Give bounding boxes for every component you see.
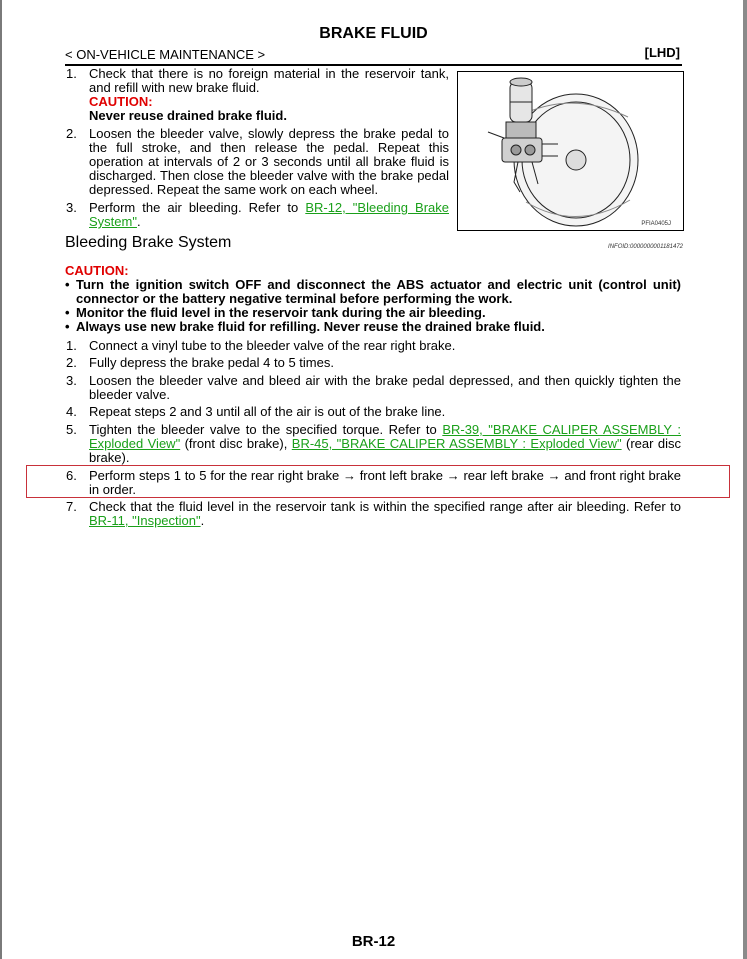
step-number: 4. <box>66 404 77 419</box>
caution-bullet: Monitor the fluid level in the reservoir tank during the air bleeding. <box>76 305 486 320</box>
link-br-39[interactable]: BR-39, "BRAKE CALIPER ASSEMBLY : Exploded View" <box>89 422 681 451</box>
caution-bullet: Turn the ignition switch OFF and disconnect the ABS actuator and electric unit (control unit) connector or the battery negative terminal before performing the work. <box>76 277 681 306</box>
step-number: 2. <box>66 126 77 141</box>
brake-booster-illustration-icon <box>458 72 683 230</box>
step-text: Perform the air bleeding. Refer to BR-12, "Bleeding Brake System". <box>89 200 449 229</box>
step-number: 1. <box>66 338 77 353</box>
link-bleeding-brake-system[interactable]: BR-12, "Bleeding Brake System" <box>89 200 449 229</box>
link-br-45[interactable]: BR-45, "BRAKE CALIPER ASSEMBLY : Exploded View" <box>291 436 622 451</box>
step-text: Repeat steps 2 and 3 until all of the air is out of the brake line. <box>89 404 446 419</box>
bullet-dot: • <box>65 319 70 334</box>
step-text: Check that the fluid level in the reservoir tank is within the specified range after air bleeding. Refer to BR-11, "Inspection". <box>89 499 681 528</box>
step-text-highlighted: Perform steps 1 to 5 for the rear right brake → front left brake → rear left brake → and front right brake in order. <box>89 468 681 497</box>
section-heading: Bleeding Brake System <box>65 234 232 251</box>
step-number: 5. <box>66 422 77 437</box>
brake-booster-figure <box>457 71 684 231</box>
bullet-dot: • <box>65 305 70 320</box>
step-text: Connect a vinyl tube to the bleeder valve of the rear right brake. <box>89 338 456 353</box>
caution-label: CAUTION: <box>65 263 129 278</box>
step-text: Tighten the bleeder valve to the specified torque. Refer to BR-39, "BRAKE CALIPER ASSEMBLY : Exploded View" (front disc brake), BR-45, "BRAKE CALIPER ASSEMBLY : Exploded View" (rear disc brake). <box>89 422 681 465</box>
figure-code: PFIA0405J <box>641 221 671 227</box>
step-number: 1. <box>66 66 77 81</box>
step-number: 7. <box>66 499 77 514</box>
page-border-right <box>743 0 747 959</box>
page-number: BR-12 <box>351 933 396 950</box>
step-number: 3. <box>66 373 77 388</box>
caution-bullet: Always use new brake fluid for refilling. Never reuse the drained brake fluid. <box>76 319 545 334</box>
page-title: BRAKE FLUID <box>319 25 428 42</box>
step-text: Fully depress the brake pedal 4 to 5 times. <box>89 355 334 370</box>
step-number: 6. <box>66 468 77 483</box>
step-text: Loosen the bleeder valve, slowly depress the brake pedal to the full stroke, and then release the pedal. Repeat this operation at intervals of 2 or 3 seconds until all brake fluid is discharged. Then close the bleeder valve with the brake pedal depressed. Repeat the same work on each wheel. <box>89 126 449 197</box>
caution-text: Never reuse drained brake fluid. <box>89 108 287 123</box>
drive-tag: [LHD] <box>644 45 680 60</box>
link-br-11-inspection[interactable]: BR-11, "Inspection" <box>89 513 201 528</box>
caution-label: CAUTION: <box>89 94 153 109</box>
step-number: 3. <box>66 200 77 215</box>
step-text: Check that there is no foreign material in the reservoir tank, and refill with new brake fluid. <box>89 66 449 95</box>
section-label: < ON-VEHICLE MAINTENANCE > <box>65 47 266 62</box>
page-border-left <box>0 0 2 959</box>
info-id: INFOID:0000000001181472 <box>608 244 683 250</box>
step-number: 2. <box>66 355 77 370</box>
bullet-dot: • <box>65 277 70 292</box>
step-text: Loosen the bleeder valve and bleed air with the brake pedal depressed, and then quickly tighten the bleeder valve. <box>89 373 681 402</box>
